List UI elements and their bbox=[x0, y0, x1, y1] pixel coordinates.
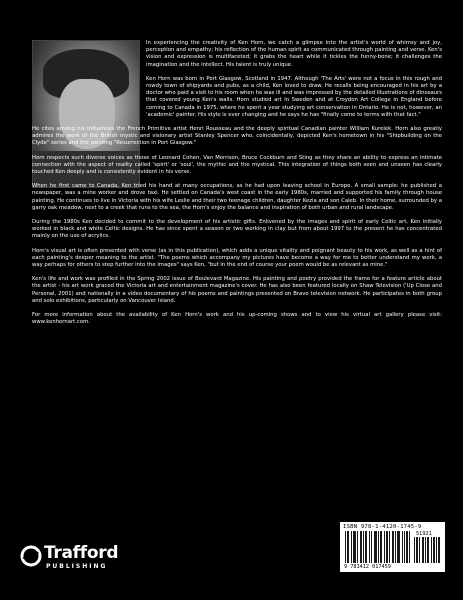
paragraph-biography: Ken Horn was born in Port Glasgow, Scotland in 1947. Although 'The Arts' were not a focus in this rough and rowdy town of shipyards and pubs, as a child, Ken loved to draw. He recalls being encouraged in his art by a doctor who paid a visit to his room when he was ill and was impressed by the detailed illustrations of dinosaurs that covered young Ken's walls. Horn studied art in Sweden and at Croydon Art College in England before coming to Canada in 1975, where he spent a year studying art conservation in Ontario. He is not, however, an 'academic' painter. His style is ever changing and he says he has "finally come to terms with that fact." bbox=[146, 75, 442, 118]
back-cover-text bbox=[32, 40, 442, 334]
publisher-logo bbox=[20, 543, 130, 579]
paragraph-press: Ken's life and work was profiled in the Spring 2002 issue of Boulevard Magazine. His painting and poetry provided the frame for a feature article about the artist - his art work graced the Victoria art and entertainment magazine's cover. He has also been featured locally on Shaw Television ('Up Close and Personal, 2001) and nationally in a video documentary of his poems and paintings presented on Bravo television network. He participates in both group and solo exhibitions, particularly on Vancouver Island. bbox=[32, 276, 442, 304]
paragraph-website: For more information about the availability of Ken Horn's work and his up-coming shows and to view his virtual art gallery please visit: www.kenhornart.com. bbox=[32, 312, 442, 326]
publisher-name: Trafford bbox=[44, 543, 119, 563]
trafford-swirl-icon bbox=[20, 545, 42, 567]
barcode-digits: 9 781412 017459 bbox=[344, 564, 391, 570]
isbn-label: ISBN 978-1-4120-1745-9 bbox=[343, 524, 422, 530]
paragraph-intro: In experiencing the creativity of Ken Horn, we catch a glimpse into the artist's world of whimsy and joy, perception and empathy; his reflection of the human spirit as communicated through painting and verse. Ken's vision and expression is multifaceted; it grabs the heart while it tickles the funny-bone; it challenges the imagination and the intellect. His talent is truly unique. bbox=[146, 40, 442, 68]
isbn-barcode bbox=[340, 522, 445, 572]
paragraph-verse: Horn's visual art is often presented with verse (as in this publication), which adds a unique vitality and poignant beauty to his work, as well as a hint of each painting's deeper meaning to the artist. "The poems which accompany my pictures have become a way for me to better understand my work, a way perhaps for others to step further into the images" says Ken, "but in the end of course your poem would be as relevant as mine." bbox=[32, 247, 442, 269]
paragraph-influences: He cites among his influences the French Primitive artist Henri Rousseau and the deeply spiritual Canadian painter William Kurelek. Horn also greatly admires the work of the British mystic and visionary artist Stanley Spencer who, coincidentally, depicted Ken's hometown in his "Shipbuilding on the Clyde" series and the painting "Resurrection in Port Glasgow." bbox=[32, 126, 442, 147]
publisher-subtitle: PUBLISHING bbox=[46, 563, 108, 570]
paragraph-voices: Horn respects such diverse voices as those of Leonard Cohen, Van Morrison, Bruce Cockburn and Sting as they share an ability to express an intimate connection with the aspect of reality called 'spirit' or 'soul', the mythic and the mystical. This integration of things both seen and unseen has clearly touched Ken deeply and is consistently evident in his verse. bbox=[32, 154, 442, 176]
paragraph-1980s: During the 1980s Ken decided to commit to the development of his artistic gifts. Enlivened by the images and spirit of early Celtic art, Ken initially worked in black and white Celtic designs. He has since spent a season or two working in clay but from about 1997 to the present he has concentrated mainly on the use of acrylics. bbox=[32, 219, 442, 240]
barcode-addon-bars bbox=[414, 537, 440, 563]
barcode-bars bbox=[345, 531, 411, 563]
paragraph-canada: When he first came to Canada, Ken tried his hand at many occupations, as he had upon leaving school in Europe. A small sample: he published a newspaper, was a mine worker and drove taxi. He settled on Canada's west coast in the early 1980s, married and supported his family through house painting. He continues to live in Victoria with his wife Leslie and their two teenage children, daughter Kezia and son Caleb. In their home, surrounded by a garry oak meadow, next to a creek that runs to the sea, the Horn's enjoy the balance and inspiration of both urban and rural landscape. bbox=[32, 183, 442, 211]
price-code: 51921 bbox=[416, 531, 432, 537]
